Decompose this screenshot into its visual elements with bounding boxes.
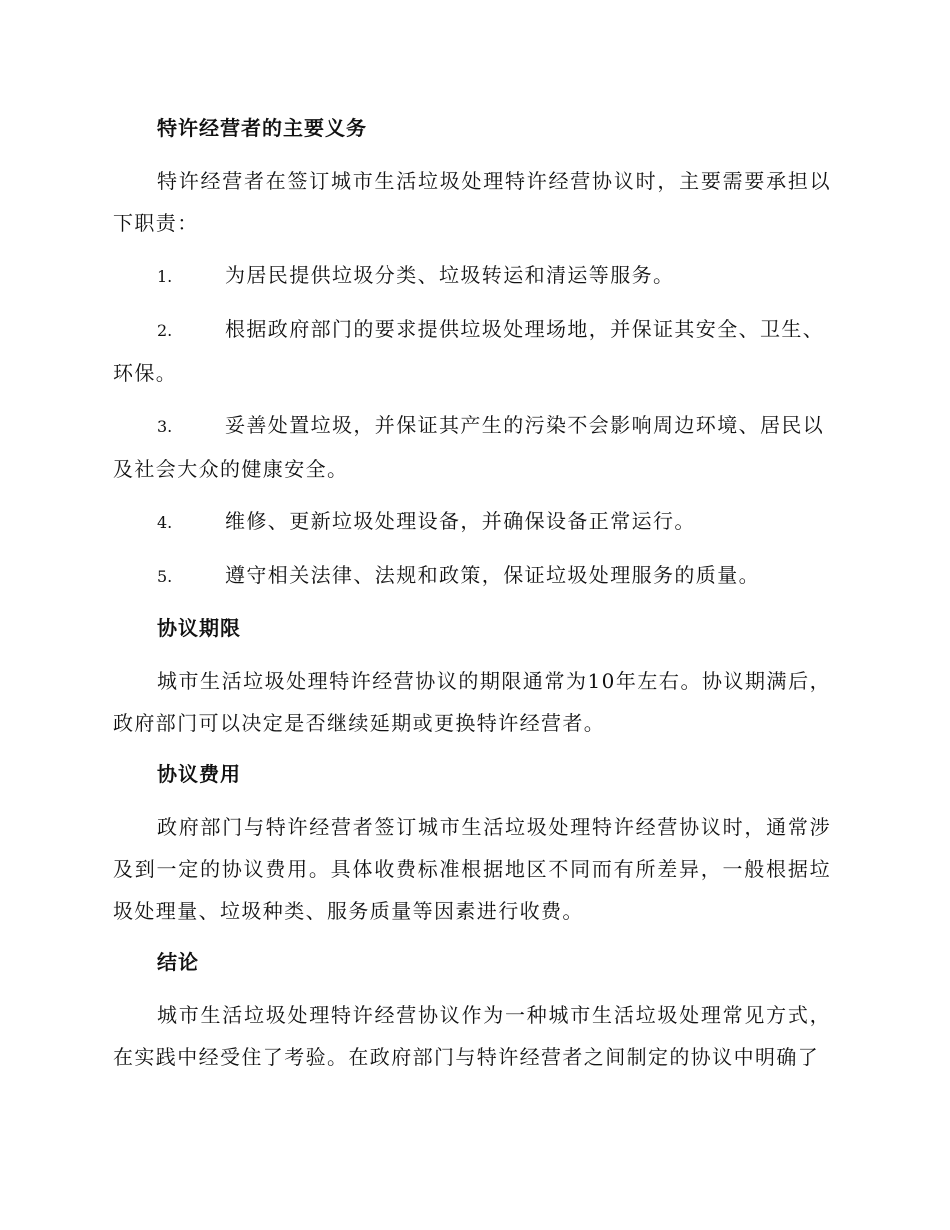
list-item [113, 308, 831, 394]
list-item [113, 254, 831, 298]
paragraph-obligations-intro: 特许经营者在签订城市生活垃圾处理特许经营协议时，主要需要承担以下职责： [113, 169, 831, 235]
heading-obligations: 特许经营者的主要义务 [157, 116, 367, 140]
list-item-text: 根据政府部门的要求提供垃圾处理场地，并保证其安全、卫生、环保。 [113, 317, 825, 385]
list-item-text: 妥善处置垃圾，并保证其产生的污染不会影响周边环境、居民以及社会大众的健康安全。 [113, 413, 825, 481]
list-item-number: 4. [157, 513, 173, 532]
list-item-number: 3. [157, 417, 173, 436]
paragraph-term: 城市生活垃圾处理特许经营协议的期限通常为10年左右。协议期满后，政府部门可以决定是否继续延期或更换特许经营者。 [113, 669, 831, 735]
heading-fees: 协议费用 [157, 762, 241, 786]
list-item-number: 2. [157, 321, 173, 340]
document-body [113, 108, 831, 1088]
paragraph-conclusion: 城市生活垃圾处理特许经营协议作为一种城市生活垃圾处理常见方式，在实践中经受住了考验。在政府部门与特许经营者之间制定的协议中明确了 [113, 1003, 831, 1069]
list-item [113, 554, 831, 598]
paragraph-fees: 政府部门与特许经营者签订城市生活垃圾处理特许经营协议时，通常涉及到一定的协议费用。具体收费标准根据地区不同而有所差异，一般根据垃圾处理量、垃圾种类、服务质量等因素进行收费。 [113, 815, 831, 923]
list-item-text: 遵守相关法律、法规和政策，保证垃圾处理服务的质量。 [225, 563, 760, 587]
list-item-number: 5. [157, 567, 173, 586]
list-item-number: 1. [157, 267, 173, 286]
list-item [113, 500, 831, 544]
list-item-text: 维修、更新垃圾处理设备，并确保设备正常运行。 [225, 509, 696, 533]
list-item [113, 404, 831, 490]
heading-term: 协议期限 [157, 616, 241, 640]
list-item-text: 为居民提供垃圾分类、垃圾转运和清运等服务。 [225, 263, 675, 287]
heading-conclusion: 结论 [157, 950, 199, 974]
